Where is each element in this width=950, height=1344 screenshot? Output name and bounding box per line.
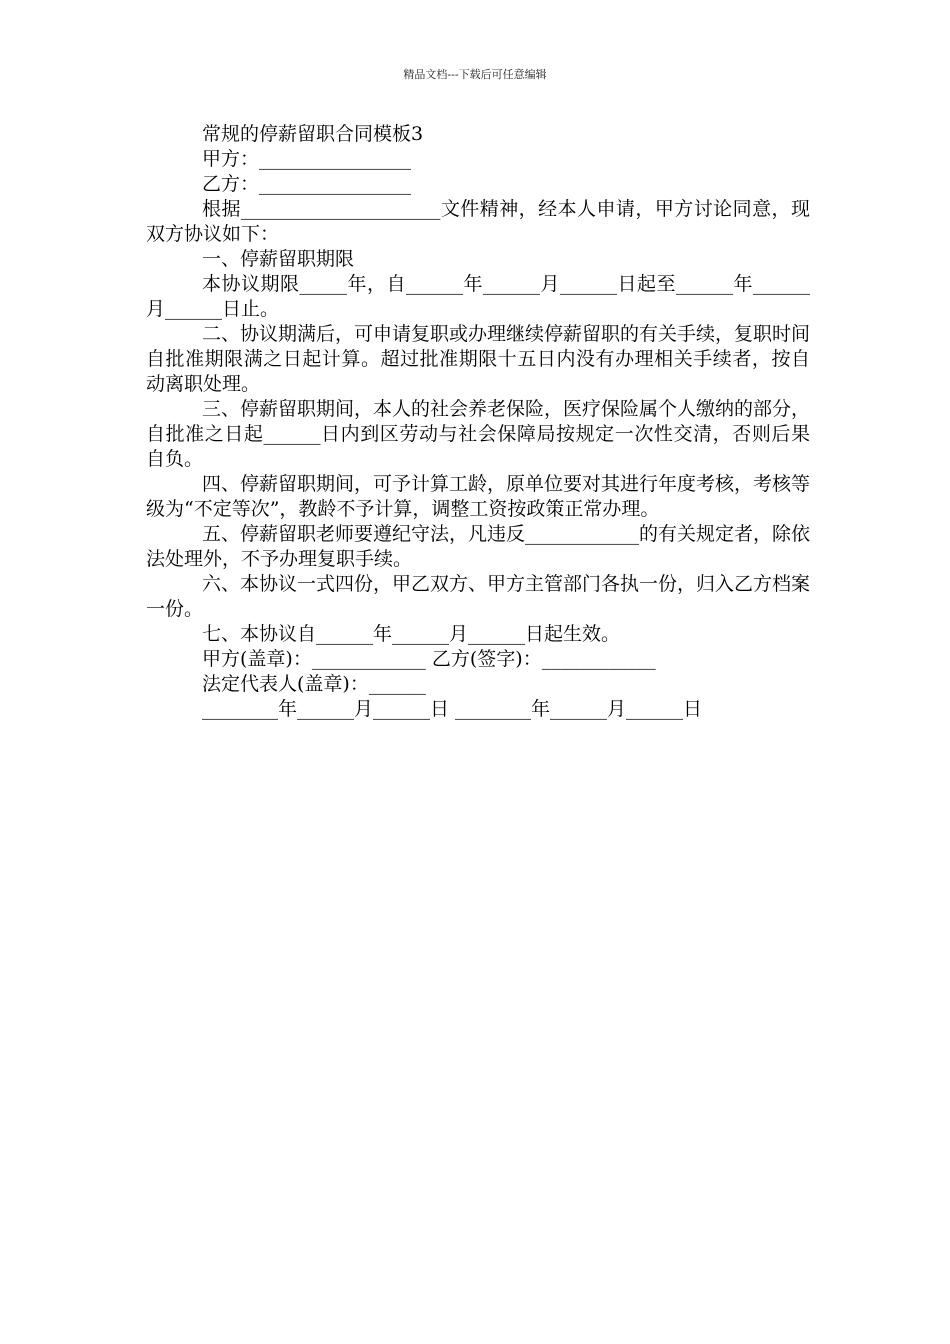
contract-document <box>146 122 810 722</box>
section7-line: 七、本协议自______年______月______日起生效。 <box>202 623 621 645</box>
page-header: 精品文档---下载后可任意编辑 <box>403 68 547 81</box>
document-title: 常规的停薪留职合同模板3 <box>202 123 424 145</box>
party-b-line: 乙方：________________ <box>202 173 412 195</box>
section3-paragraph: 三、停薪留职期间，本人的社会养老保险，医疗保险属个人缴纳的部分，自批准之日起______日内到区劳动与社会保障局按规定一次性交清，否则后果自负。 <box>146 398 811 470</box>
legal-representative-line: 法定代表人(盖章)：______ <box>202 673 426 695</box>
section5-paragraph: 五、停薪留职老师要遵纪守法，凡违反____________的有关规定者，除依法处理外，不予办理复职手续。 <box>146 523 811 570</box>
section1-heading: 一、停薪留职期限 <box>202 248 355 270</box>
date-line: ________年______月______日 ________年______月______日 <box>202 698 703 720</box>
party-a-line: 甲方：________________ <box>202 148 412 170</box>
section2-paragraph: 二、协议期满后，可申请复职或办理继续停薪留职的有关手续，复职时间自批准期限满之日起计算。超过批准期限十五日内没有办理相关手续者，按自动离职处理。 <box>146 323 811 395</box>
section4-paragraph: 四、停薪留职期间，可予计算工龄，原单位要对其进行年度考核，考核等级为“不定等次”，教龄不予计算，调整工资按政策正常办理。 <box>146 473 811 520</box>
intro-paragraph: 根据_____________________文件精神，经本人申请，甲方讨论同意，现双方协议如下： <box>146 198 810 245</box>
signature-line: 甲方(盖章)：____________ 乙方(签字)：____________ <box>202 648 656 670</box>
section1-body: 本协议期限_____年，自______年______月______日起至______年______月______日止。 <box>146 273 810 320</box>
section6-paragraph: 六、本协议一式四份，甲乙双方、甲方主管部门各执一份，归入乙方档案一份。 <box>146 573 811 620</box>
